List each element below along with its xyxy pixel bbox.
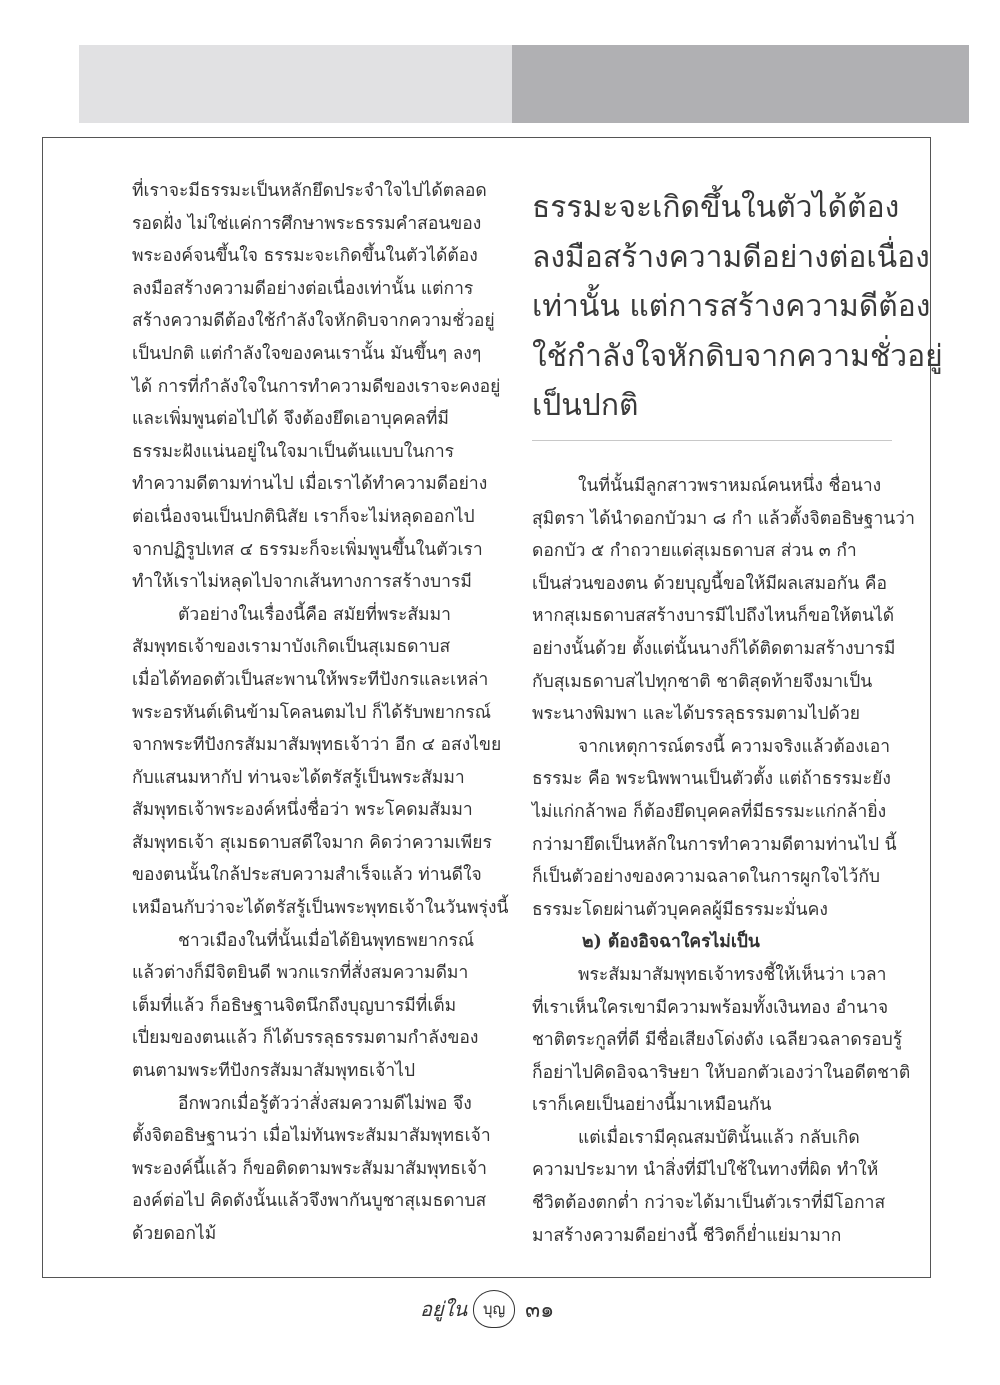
body-line: ชาติตระกูลที่ดี มีชื่อเสียงโด่งดัง เฉลียวฉลาดรอบรู้ [532,1030,903,1051]
header-band-light [79,45,512,123]
body-line: เราก็เคยเป็นอย่างนี้มาเหมือนกัน [532,1095,772,1116]
paragraph-start-line: พระสัมมาสัมพุทธเจ้าทรงชี้ให้เห็นว่า เวลา [578,964,887,985]
body-line: อย่างนั้นด้วย ตั้งแต่นั้นนางก็ได้ติดตามสร้างบารมี [532,638,896,659]
body-line: ของตนนั้นใกล้ประสบความสำเร็จแล้ว ท่านดีใจ [132,865,482,886]
body-line: พระอรหันต์เดินข้ามโคลนตมไป ก็ได้รับพยากรณ์ [132,702,492,723]
subheading: ๒) ต้องอิจฉาใครไม่เป็น [582,932,760,953]
body-line: ก็อย่าไปคิดอิจฉาริษยา ให้บอกตัวเองว่าในอดีตชาติ [532,1062,911,1083]
body-line: สัมพุทธเจ้า สุเมธดาบสดีใจมาก คิดว่าความเพียร [132,832,492,853]
body-line: สัมพุทธเจ้าพระองค์หนึ่งชื่อว่า พระโคดมสัมมา [132,800,473,821]
body-line: กว่ามายึดเป็นหลักในการทำความดีตามท่านไป นี้ [532,834,897,855]
body-line: ธรรมะโดยผ่านตัวบุคคลผู้มีธรรมะมั่นคง [532,899,828,920]
pull-quote [532,183,943,431]
left-column [132,175,509,1251]
paragraph-start-line: อีกพวกเมื่อรู้ตัวว่าสั่งสมความดีไม่พอ จึง [178,1093,472,1114]
paragraph-start-line: ชาวเมืองในที่นั้นเมื่อได้ยินพุทธพยากรณ์ [178,930,475,951]
divider [532,440,892,441]
magazine-logo-mark: บุญ [473,1290,515,1328]
body-line: ต่อเนื่องจนเป็นปกตินิสัย เราก็จะไม่หลุดออกไป [132,506,475,527]
pull-quote-line: เป็นปกติ [532,388,639,423]
body-line: ชีวิตต้องตกต่ำ กว่าจะได้มาเป็นตัวเราที่มีโอกาส [532,1193,886,1214]
body-line: สร้างความดีต้องใช้กำลังใจหักดิบจากความชั่วอยู่ [132,311,495,332]
pull-quote-line: ธรรมะจะเกิดขึ้นในตัวได้ต้อง [532,190,900,225]
body-line: เหมือนกับว่าจะได้ตรัสรู้เป็นพระพุทธเจ้าในวันพรุ่งนี้ [132,898,509,919]
body-line: ทำความดีตามท่านไป เมื่อเราได้ทำความดีอย่าง [132,474,488,495]
body-line: สุมิตรา ได้นำดอกบัวมา ๘ กำ แล้วตั้งจิตอธิษฐานว่า [532,508,915,529]
body-line: พระองค์จนขึ้นใจ ธรรมะจะเกิดขึ้นในตัวได้ต้อง [132,246,478,267]
body-line: เต็มที่แล้ว ก็อธิษฐานจิตนึกถึงบุญบารมีที่เต็ม [132,995,457,1016]
body-line: จากพระทีปังกรสัมมาสัมพุทธเจ้าว่า อีก ๔ อสงไขย [132,735,502,756]
paragraph-start-line: จากเหตุการณ์ตรงนี้ ความจริงแล้วต้องเอา [578,736,891,757]
body-line: กับสุเมธดาบสไปทุกชาติ ชาติสุดท้ายจึงมาเป็น [532,671,873,692]
body-line: เมื่อได้ทอดตัวเป็นสะพานให้พระทีปังกรและเหล่า [132,669,489,690]
body-line: เป็นปกติ แต่กำลังใจของคนเรานั้น มันขึ้นๆ ลงๆ [132,343,482,364]
paragraph-start-line: ตัวอย่างในเรื่องนี้คือ สมัยที่พระสัมมา [178,604,451,625]
body-line: ธรรมะฝังแน่นอยู่ในใจมาเป็นต้นแบบในการ [132,441,455,462]
page-number: ๓๑ [525,1297,555,1323]
body-line: มาสร้างความดีอย่างนี้ ชีวิตก็ย่ำแย่มามาก [532,1225,842,1246]
body-line: และเพิ่มพูนต่อไปได้ จึงต้องยึดเอาบุคคลที่มี [132,409,449,430]
body-line: สัมพุทธเจ้าของเรามาบังเกิดเป็นสุเมธดาบส [132,637,451,658]
body-line: ธรรมะ คือ พระนิพพานเป็นตัวตั้ง แต่ถ้าธรรมะยัง [532,769,891,790]
body-line: ตนตามพระทีปังกรสัมมาสัมพุทธเจ้าไป [132,1061,416,1082]
body-line: ก็เป็นตัวอย่างของความฉลาดในการผูกใจไว้กับ [532,867,881,888]
paragraph-start-line: ในที่นั้นมีลูกสาวพราหมณ์คนหนึ่ง ชื่อนาง [578,476,882,496]
right-column [532,470,915,1252]
body-line: ได้ การที่กำลังใจในการทำความดีของเราจะคงอยู่ [132,376,501,397]
body-line: จากปฏิรูปเทส ๔ ธรรมะก็จะเพิ่มพูนขึ้นในตัวเรา [132,539,483,560]
pull-quote-line: ลงมือสร้างความดีอย่างต่อเนื่อง [532,239,930,275]
body-line: ตั้งจิตอธิษฐานว่า เมื่อไม่ทันพระสัมมาสัมพุทธเจ้า [132,1126,491,1147]
body-line: ที่เราจะมีธรรมะเป็นหลักยึดประจำใจไปได้ตลอด [132,181,487,201]
body-line: เป็นส่วนของตน ด้วยบุญนี้ขอให้มีผลเสมอกัน คือ [532,573,887,594]
body-line: หากสุเมธดาบสสร้างบารมีไปถึงไหนก็ขอให้ตนได้ [532,606,895,627]
body-line: พระองค์นี้แล้ว ก็ขอติดตามพระสัมมาสัมพุทธเจ้า [132,1158,487,1179]
body-line: ความประมาท นำสิ่งที่มีไปใช้ในทางที่ผิด ทำให้ [532,1160,879,1181]
body-line: องค์ต่อไป คิดดังนั้นแล้วจึงพากันบูชาสุเมธดาบส [132,1191,487,1212]
body-line: พระนางพิมพา และได้บรรลุธรรมตามไปด้วย [532,704,860,725]
body-line: ไม่แก่กล้าพอ ก็ต้องยึดบุคคลที่มีธรรมะแก่กล้ายิ่ง [532,801,887,822]
body-line: กับแสนมหากัป ท่านจะได้ตรัสรู้เป็นพระสัมมา [132,767,465,788]
body-line: ทำให้เราไม่หลุดไปจากเส้นทางการสร้างบารมี [132,572,472,593]
magazine-logo-text: อยู่ใน [420,1297,468,1321]
page-footer [420,1286,554,1332]
body-line: เปี่ยมของตนแล้ว ก็ได้บรรลุธรรมตามกำลังของ [132,1028,479,1049]
pull-quote-line: เท่านั้น แต่การสร้างความดีต้อง [532,289,931,324]
body-line: รอดฝั่ง ไม่ใช่แค่การศึกษาพระธรรมคำสอนของ [132,213,482,234]
body-line: ลงมือสร้างความดีอย่างต่อเนื่องเท่านั้น แต่การ [132,278,474,299]
body-line: แล้วต่างก็มีจิตยินดี พวกแรกที่สั่งสมความดีมา [132,963,469,984]
paragraph-start-line: แต่เมื่อเรามีคุณสมบัตินั้นแล้ว กลับเกิด [578,1127,860,1148]
header-band-dark [512,45,969,123]
body-line: ที่เราเห็นใครเขามีความพร้อมทั้งเงินทอง อำนาจ [532,997,889,1018]
body-line: ด้วยดอกไม้ [132,1224,217,1244]
pull-quote-line: ใช้กำลังใจหักดิบจากความชั่วอยู่ [532,338,943,374]
body-line: ดอกบัว ๕ กำถวายแด่สุเมธดาบส ส่วน ๓ กำ [532,541,857,562]
